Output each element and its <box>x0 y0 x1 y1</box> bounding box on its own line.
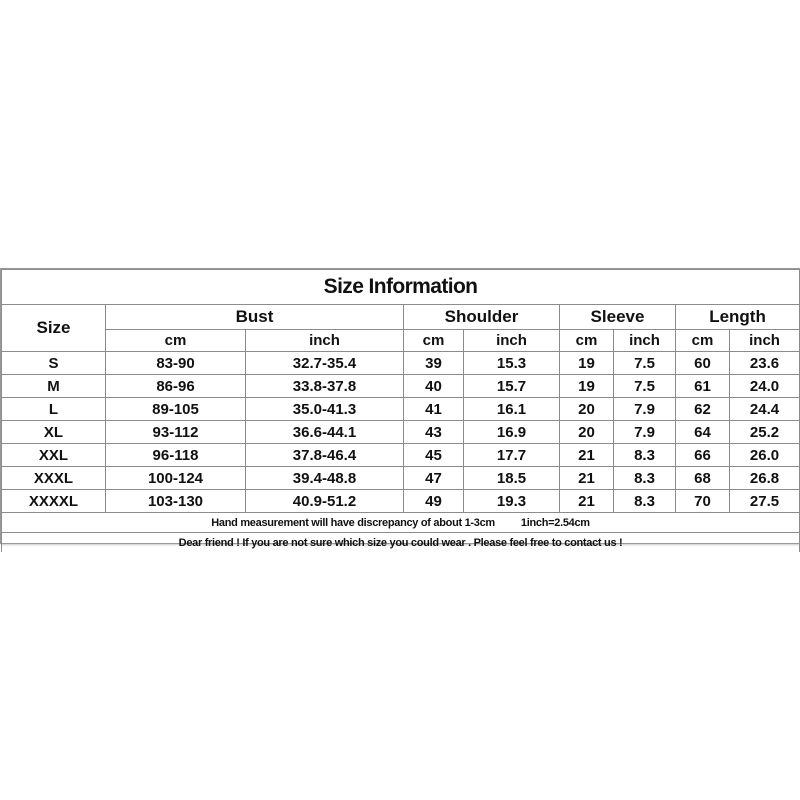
sleeve-inch-cell: 7.9 <box>614 421 676 444</box>
size-table <box>1 269 800 552</box>
bust-cm-cell: 89-105 <box>106 398 246 421</box>
length-cm-cell: 61 <box>676 375 730 398</box>
length-inch-cell: 25.2 <box>730 421 800 444</box>
table-title: Size Information <box>2 270 800 305</box>
shoulder-inch-cell: 15.3 <box>464 352 560 375</box>
sleeve-inch-cell: 8.3 <box>614 490 676 513</box>
conversion-note: 1inch=2.54cm <box>520 516 590 529</box>
note-row <box>2 533 800 553</box>
bust-inch-cell: 32.7-35.4 <box>246 352 404 375</box>
table-row <box>2 467 800 490</box>
size-cell: XL <box>2 421 106 444</box>
bust-cm-cell: 103-130 <box>106 490 246 513</box>
length-inch-header: inch <box>730 330 800 352</box>
bust-cm-header: cm <box>106 330 246 352</box>
shoulder-inch-cell: 16.1 <box>464 398 560 421</box>
size-cell: S <box>2 352 106 375</box>
measurement-note-cell <box>2 513 800 533</box>
sleeve-cm-cell: 19 <box>560 375 614 398</box>
shoulder-cm-cell: 49 <box>404 490 464 513</box>
sleeve-cm-header: cm <box>560 330 614 352</box>
bust-cm-cell: 96-118 <box>106 444 246 467</box>
length-inch-cell: 23.6 <box>730 352 800 375</box>
bust-cm-cell: 83-90 <box>106 352 246 375</box>
table-row <box>2 398 800 421</box>
sleeve-cm-cell: 20 <box>560 421 614 444</box>
note-row <box>2 513 800 533</box>
shoulder-cm-cell: 43 <box>404 421 464 444</box>
length-cm-cell: 70 <box>676 490 730 513</box>
sleeve-inch-cell: 7.9 <box>614 398 676 421</box>
sleeve-header: Sleeve <box>560 305 676 330</box>
bust-inch-cell: 40.9-51.2 <box>246 490 404 513</box>
sleeve-cm-cell: 20 <box>560 398 614 421</box>
length-cm-cell: 68 <box>676 467 730 490</box>
bust-inch-cell: 36.6-44.1 <box>246 421 404 444</box>
shoulder-cm-header: cm <box>404 330 464 352</box>
length-inch-cell: 24.4 <box>730 398 800 421</box>
length-cm-cell: 62 <box>676 398 730 421</box>
bust-inch-header: inch <box>246 330 404 352</box>
size-cell: L <box>2 398 106 421</box>
length-cm-header: cm <box>676 330 730 352</box>
length-cm-cell: 64 <box>676 421 730 444</box>
shoulder-cm-cell: 40 <box>404 375 464 398</box>
bust-header: Bust <box>106 305 404 330</box>
measurement-note: Hand measurement will have discrepancy of about 1-3cm <box>211 516 495 529</box>
table-row <box>2 375 800 398</box>
sleeve-inch-cell: 7.5 <box>614 352 676 375</box>
shoulder-cm-cell: 39 <box>404 352 464 375</box>
table-row <box>2 444 800 467</box>
table-row <box>2 490 800 513</box>
shoulder-cm-cell: 47 <box>404 467 464 490</box>
sleeve-inch-header: inch <box>614 330 676 352</box>
shoulder-cm-cell: 45 <box>404 444 464 467</box>
bust-cm-cell: 100-124 <box>106 467 246 490</box>
shoulder-header: Shoulder <box>404 305 560 330</box>
size-chart <box>0 268 800 549</box>
shoulder-inch-cell: 15.7 <box>464 375 560 398</box>
size-cell: XXXL <box>2 467 106 490</box>
length-inch-cell: 24.0 <box>730 375 800 398</box>
length-header: Length <box>676 305 800 330</box>
length-inch-cell: 26.8 <box>730 467 800 490</box>
size-column-header: Size <box>2 305 106 352</box>
bust-inch-cell: 37.8-46.4 <box>246 444 404 467</box>
sleeve-inch-cell: 7.5 <box>614 375 676 398</box>
length-inch-cell: 26.0 <box>730 444 800 467</box>
table-row <box>2 352 800 375</box>
length-cm-cell: 60 <box>676 352 730 375</box>
bust-inch-cell: 35.0-41.3 <box>246 398 404 421</box>
sleeve-inch-cell: 8.3 <box>614 444 676 467</box>
size-cell: M <box>2 375 106 398</box>
sleeve-cm-cell: 21 <box>560 490 614 513</box>
length-cm-cell: 66 <box>676 444 730 467</box>
length-inch-cell: 27.5 <box>730 490 800 513</box>
sleeve-cm-cell: 19 <box>560 352 614 375</box>
shoulder-cm-cell: 41 <box>404 398 464 421</box>
sleeve-cm-cell: 21 <box>560 467 614 490</box>
shoulder-inch-cell: 19.3 <box>464 490 560 513</box>
sleeve-inch-cell: 8.3 <box>614 467 676 490</box>
size-cell: XXL <box>2 444 106 467</box>
shoulder-inch-cell: 17.7 <box>464 444 560 467</box>
shoulder-inch-header: inch <box>464 330 560 352</box>
shoulder-inch-cell: 18.5 <box>464 467 560 490</box>
sleeve-cm-cell: 21 <box>560 444 614 467</box>
shoulder-inch-cell: 16.9 <box>464 421 560 444</box>
size-cell: XXXXL <box>2 490 106 513</box>
bust-inch-cell: 39.4-48.8 <box>246 467 404 490</box>
table-row <box>2 421 800 444</box>
bust-cm-cell: 86-96 <box>106 375 246 398</box>
bust-inch-cell: 33.8-37.8 <box>246 375 404 398</box>
bust-cm-cell: 93-112 <box>106 421 246 444</box>
contact-note: Dear friend ! If you are not sure which size you could wear . Please feel free to contact us ! <box>2 533 800 553</box>
